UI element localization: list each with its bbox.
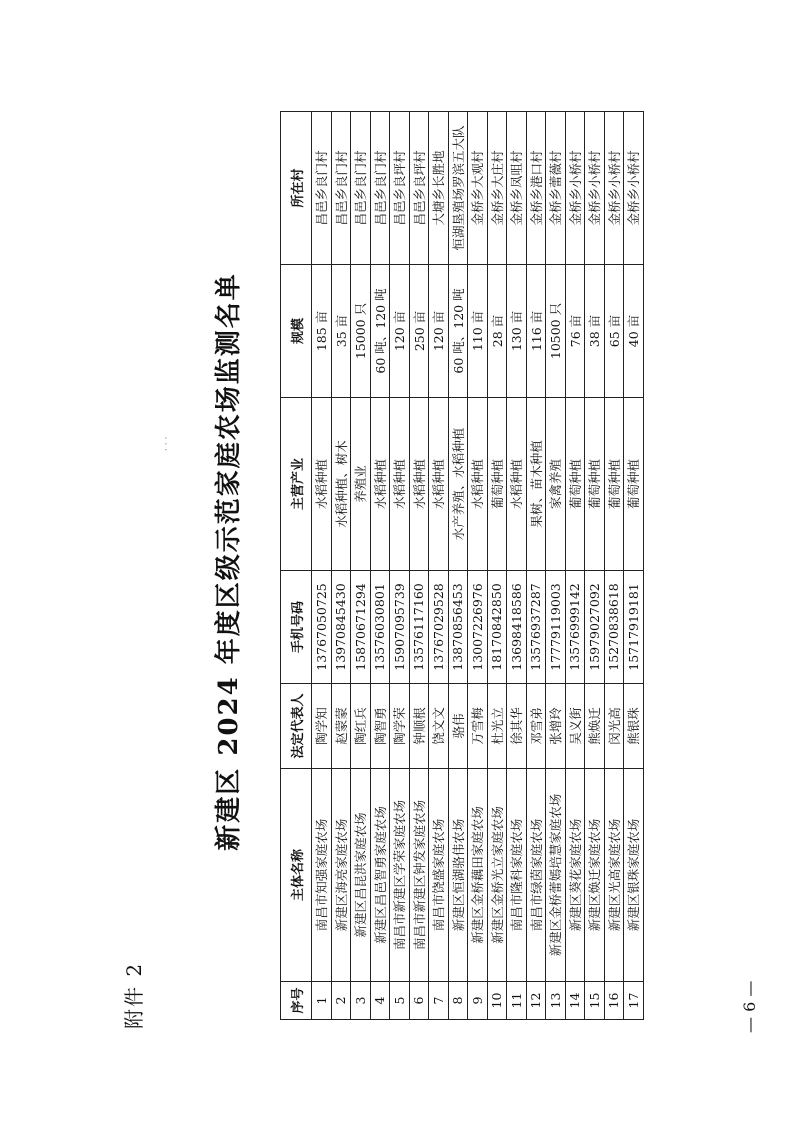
cell-phone: 15870671294 (351, 571, 371, 684)
table-row (409, 112, 429, 1020)
cell-phone: 13576937287 (526, 571, 546, 684)
cell-legal-rep: 陶学荣 (390, 684, 410, 769)
table-row (507, 112, 527, 1020)
cell-entity-name: 南昌市新建区学荣家庭农场 (390, 769, 410, 982)
table-row (429, 112, 449, 1020)
cell-phone: 13007226976 (468, 571, 488, 684)
cell-legal-rep: 熊焕迁 (585, 684, 605, 769)
table-row (312, 112, 332, 1020)
cell-index: 15 (585, 982, 605, 1020)
cell-legal-rep: 吴义街 (565, 684, 585, 769)
cell-scale: 10500 只 (546, 265, 566, 398)
cell-scale: 130 亩 (507, 265, 527, 398)
cell-legal-rep: 赵蒙蒙 (331, 684, 351, 769)
header-legal-rep: 法定代表人 (281, 684, 312, 769)
cell-industry: 葡萄种植 (487, 398, 507, 571)
cell-industry: 养殖业 (351, 398, 371, 571)
cell-legal-rep: 熊银珠 (624, 684, 644, 769)
cell-entity-name: 新建区光高家庭农场 (604, 769, 624, 982)
cell-phone: 13870856453 (448, 571, 468, 684)
cell-scale: 60 吨、120 吨 (370, 265, 390, 398)
table-header-row (281, 112, 312, 1020)
cell-scale: 35 亩 (331, 265, 351, 398)
cell-village: 昌邑乡良门村 (351, 112, 371, 265)
scan-speck: · · · (162, 436, 172, 451)
cell-village: 金桥乡小桥村 (624, 112, 644, 265)
cell-entity-name: 新建区葵花家庭农场 (565, 769, 585, 982)
cell-legal-rep: 万雪梅 (468, 684, 488, 769)
cell-legal-rep: 骆伟 (448, 684, 468, 769)
cell-village: 金桥乡蕾薇村 (546, 112, 566, 265)
cell-scale: 38 亩 (585, 265, 605, 398)
cell-index: 2 (331, 982, 351, 1020)
cell-phone: 17779119003 (546, 571, 566, 684)
cell-village: 金桥乡大庄村 (487, 112, 507, 265)
cell-phone: 15979027092 (585, 571, 605, 684)
cell-entity-name: 新建区银珠家庭农场 (624, 769, 644, 982)
cell-phone: 13576999142 (565, 571, 585, 684)
cell-legal-rep: 陶学知 (312, 684, 332, 769)
table-row (585, 112, 605, 1020)
cell-index: 10 (487, 982, 507, 1020)
cell-industry: 水稻种植 (370, 398, 390, 571)
cell-index: 6 (409, 982, 429, 1020)
table-row (351, 112, 371, 1020)
cell-industry: 水稻种植 (409, 398, 429, 571)
cell-industry: 水产养殖、水稻种植 (448, 398, 468, 571)
table-row (331, 112, 351, 1020)
cell-scale: 65 亩 (604, 265, 624, 398)
cell-scale: 185 亩 (312, 265, 332, 398)
cell-industry: 果树、苗木种植 (526, 398, 546, 571)
header-entity-name: 主体名称 (281, 769, 312, 982)
cell-scale: 120 亩 (390, 265, 410, 398)
cell-phone: 13576030801 (370, 571, 390, 684)
cell-industry: 水稻种植 (312, 398, 332, 571)
cell-entity-name: 南昌市新建区钟发家庭农场 (409, 769, 429, 982)
header-village: 所在村 (281, 112, 312, 265)
cell-entity-name: 新建区海亮家庭农场 (331, 769, 351, 982)
cell-industry: 葡萄种植 (604, 398, 624, 571)
table-row (487, 112, 507, 1020)
page-title: 新建区 2024 年度区级示范家庭农场监测名单 (214, 272, 244, 851)
page-number: — 6 — (740, 980, 759, 1033)
cell-industry: 葡萄种植 (585, 398, 605, 571)
cell-index: 5 (390, 982, 410, 1020)
cell-village: 金桥乡小桥村 (604, 112, 624, 265)
cell-industry: 家禽养殖 (546, 398, 566, 571)
cell-scale: 60 吨、120 吨 (448, 265, 468, 398)
cell-village: 金桥乡小桥村 (565, 112, 585, 265)
cell-entity-name: 新建区昌昆洪家庭农场 (351, 769, 371, 982)
cell-village: 大塘乡长胜地 (429, 112, 449, 265)
cell-phone: 13576117160 (409, 571, 429, 684)
cell-index: 9 (468, 982, 488, 1020)
table-row (565, 112, 585, 1020)
cell-scale: 28 亩 (487, 265, 507, 398)
table-row (526, 112, 546, 1020)
cell-index: 1 (312, 982, 332, 1020)
cell-index: 16 (604, 982, 624, 1020)
cell-legal-rep: 徐其华 (507, 684, 527, 769)
cell-index: 11 (507, 982, 527, 1020)
cell-industry: 葡萄种植 (624, 398, 644, 571)
cell-index: 3 (351, 982, 371, 1020)
cell-index: 8 (448, 982, 468, 1020)
cell-scale: 250 亩 (409, 265, 429, 398)
cell-entity-name: 新建区金桥蕾嫣培慧家庭农场 (546, 769, 566, 982)
cell-index: 13 (546, 982, 566, 1020)
cell-village: 昌邑乡良门村 (370, 112, 390, 265)
cell-village: 金桥乡凤咀村 (507, 112, 527, 265)
cell-entity-name: 南昌市隆科家庭农场 (507, 769, 527, 982)
cell-legal-rep: 邓雪弟 (526, 684, 546, 769)
cell-scale: 40 亩 (624, 265, 644, 398)
cell-village: 昌邑乡良门村 (331, 112, 351, 265)
cell-entity-name: 南昌市饶盛家庭农场 (429, 769, 449, 982)
cell-industry: 水稻种植 (390, 398, 410, 571)
table-row (448, 112, 468, 1020)
cell-entity-name: 新建区金桥藕田家庭农场 (468, 769, 488, 982)
cell-index: 14 (565, 982, 585, 1020)
cell-industry: 水稻种植、树木 (331, 398, 351, 571)
cell-industry: 水稻种植 (429, 398, 449, 571)
cell-legal-rep: 杜光立 (487, 684, 507, 769)
table-body (312, 112, 644, 1020)
cell-industry: 葡萄种植 (565, 398, 585, 571)
cell-phone: 18170842850 (487, 571, 507, 684)
header-scale: 规模 (281, 265, 312, 398)
header-phone: 手机号码 (281, 571, 312, 684)
cell-phone: 13970845430 (331, 571, 351, 684)
cell-village: 昌邑乡良坪村 (390, 112, 410, 265)
header-index: 序号 (281, 982, 312, 1020)
table-row (390, 112, 410, 1020)
cell-village: 金桥乡大观村 (468, 112, 488, 265)
cell-scale: 120 亩 (429, 265, 449, 398)
cell-legal-rep: 陶红兵 (351, 684, 371, 769)
table-row (370, 112, 390, 1020)
cell-phone: 13698418586 (507, 571, 527, 684)
cell-legal-rep: 钟顺根 (409, 684, 429, 769)
cell-scale: 110 亩 (468, 265, 488, 398)
annex-label: 附件 2 (122, 961, 146, 1029)
cell-entity-name: 新建区焕迁家庭农场 (585, 769, 605, 982)
cell-village: 昌邑乡良门村 (312, 112, 332, 265)
cell-legal-rep: 陶智勇 (370, 684, 390, 769)
cell-legal-rep: 饶文文 (429, 684, 449, 769)
cell-index: 4 (370, 982, 390, 1020)
cell-village: 金桥乡港口村 (526, 112, 546, 265)
cell-index: 7 (429, 982, 449, 1020)
header-industry: 主营产业 (281, 398, 312, 571)
cell-phone: 13767029528 (429, 571, 449, 684)
cell-village: 昌邑乡良坪村 (409, 112, 429, 265)
table-row (468, 112, 488, 1020)
cell-industry: 水稻种植 (468, 398, 488, 571)
farm-table (280, 111, 644, 1020)
cell-index: 12 (526, 982, 546, 1020)
cell-entity-name: 南昌市知强家庭农场 (312, 769, 332, 982)
table-row (604, 112, 624, 1020)
cell-legal-rep: 闵光高 (604, 684, 624, 769)
cell-phone: 15717919181 (624, 571, 644, 684)
cell-industry: 水稻种植 (507, 398, 527, 571)
table-row (546, 112, 566, 1020)
cell-scale: 116 亩 (526, 265, 546, 398)
cell-entity-name: 南昌市绿茵家庭农场 (526, 769, 546, 982)
cell-scale: 76 亩 (565, 265, 585, 398)
cell-legal-rep: 张增玲 (546, 684, 566, 769)
cell-phone: 15270838618 (604, 571, 624, 684)
cell-phone: 15907095739 (390, 571, 410, 684)
cell-index: 17 (624, 982, 644, 1020)
cell-entity-name: 新建区恒湖骆伟农场 (448, 769, 468, 982)
cell-entity-name: 新建区昌邑智勇家庭农场 (370, 769, 390, 982)
cell-phone: 13767050725 (312, 571, 332, 684)
table-row (624, 112, 644, 1020)
cell-scale: 15000 只 (351, 265, 371, 398)
cell-village: 恒湖垦殖场罗滨五大队 (448, 112, 468, 265)
cell-village: 金桥乡小桥村 (585, 112, 605, 265)
cell-entity-name: 新建区金桥光立家庭农场 (487, 769, 507, 982)
